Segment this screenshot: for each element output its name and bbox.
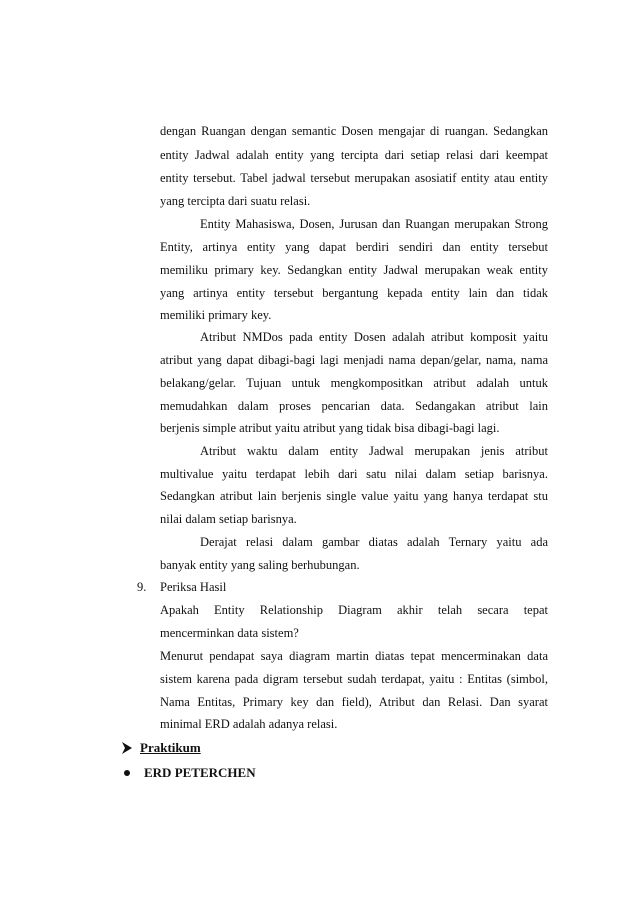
text-line: Derajat relasi dalam gambar diatas adalah Ternary yaitu ada bbox=[200, 535, 548, 549]
list-item-title: Periksa Hasil bbox=[160, 580, 227, 594]
text-line: nilai dalam setiap barisnya. bbox=[160, 512, 297, 526]
text-line: Atribut NMDos pada entity Dosen adalah atribut komposit yaitu bbox=[200, 330, 548, 344]
text-line: memudahkan dalam proses pencarian data. Sedangakan atribut lain bbox=[160, 399, 548, 413]
text-line: Atribut waktu dalam entity Jadwal merupakan jenis atribut bbox=[200, 444, 548, 458]
text-line: entity tersebut. Tabel jadwal tersebut merupakan asosiatif entity atau entity bbox=[160, 171, 548, 185]
text-line: mencerminkan data sistem? bbox=[160, 626, 299, 640]
text-line: memiliku primary key. Sedangkan entity Jadwal merupakan weak entity bbox=[160, 263, 548, 277]
text-line: Nama Entitas, Primary key dan field), Atribut dan Relasi. Dan syarat bbox=[160, 695, 548, 709]
section-heading: Praktikum bbox=[140, 740, 201, 755]
bullet-item: ERD PETERCHEN bbox=[144, 765, 256, 780]
arrow-bullet-icon bbox=[121, 741, 133, 755]
text-line: sistem karena pada digram tersebut sudah terdapat, yaitu : Entitas (simbol, bbox=[160, 672, 548, 686]
text-line: Apakah Entity Relationship Diagram akhir telah secara tepat bbox=[160, 603, 548, 617]
text-line: berjenis simple atribut yaitu atribut yang tidak bisa dibagi-bagi lagi. bbox=[160, 421, 500, 435]
text-line: belakang/gelar. Tujuan untuk mengkompositkan atribut adalah untuk bbox=[160, 376, 548, 390]
text-line: yang tercipta dari suatu relasi. bbox=[160, 194, 311, 208]
text-line: Entity, artinya entity yang dapat berdiri sendiri dan entity tersebut bbox=[160, 240, 548, 254]
text-line: banyak entity yang saling berhubungan. bbox=[160, 558, 360, 572]
list-number: 9. bbox=[137, 580, 147, 594]
text-line: memiliki primary key. bbox=[160, 308, 272, 322]
text-line: minimal ERD adalah adanya relasi. bbox=[160, 717, 338, 731]
text-line: atribut yang dapat dibagi-bagi lagi menjadi nama depan/gelar, nama, nama bbox=[160, 353, 548, 367]
bullet-dot-icon bbox=[124, 770, 130, 776]
text-line: dengan Ruangan dengan semantic Dosen mengajar di ruangan. Sedangkan bbox=[160, 124, 548, 138]
text-line: entity Jadwal adalah entity yang tercipta dari setiap relasi dari keempat bbox=[160, 148, 548, 162]
text-line: Menurut pendapat saya diagram martin diatas tepat mencerminakan data bbox=[160, 649, 548, 663]
text-line: multivalue yaitu terdapat lebih dari satu nilai dalam setiap barisnya. bbox=[160, 467, 548, 481]
text-line: Entity Mahasiswa, Dosen, Jurusan dan Ruangan merupakan Strong bbox=[200, 217, 548, 231]
text-line: yang artinya entity tersebut bergantung kepada entity lain dan tidak bbox=[160, 286, 548, 300]
text-line: Sedangkan atribut lain berjenis single value yaitu yang hanya terdapat stu bbox=[160, 489, 548, 503]
